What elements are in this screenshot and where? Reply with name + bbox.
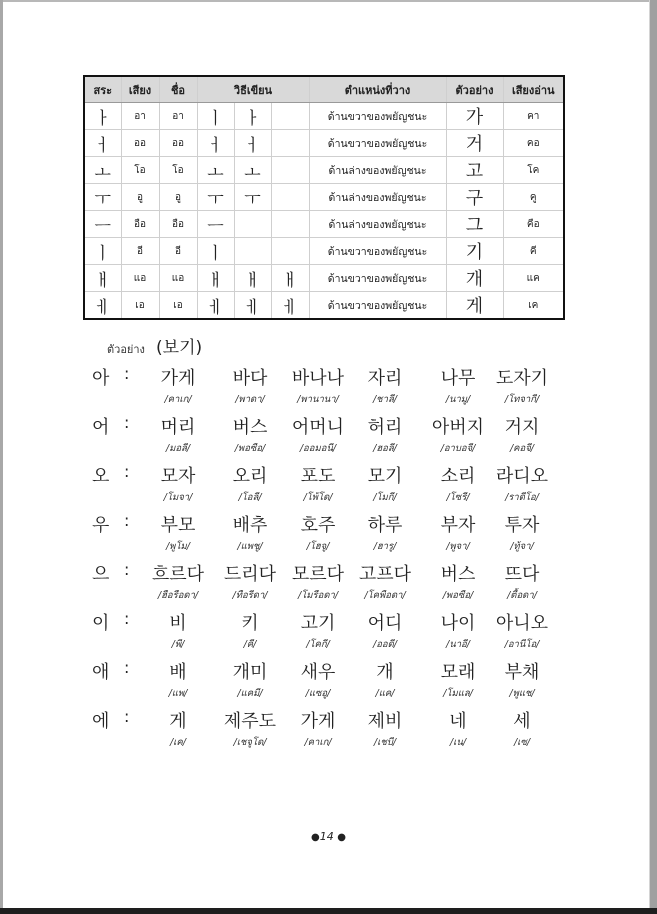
cell-name: ออ xyxy=(159,130,197,157)
example-word-korean: 뜨다 xyxy=(504,564,540,585)
table-row xyxy=(84,103,564,130)
cell-stroke-1: ㅜ xyxy=(197,184,234,211)
cell-reading: โค xyxy=(503,157,564,184)
table-row xyxy=(84,292,564,320)
example-word-reading: /อาบอจี/ xyxy=(440,443,476,454)
example-colon: : xyxy=(124,511,130,530)
example-word-korean: 투자 xyxy=(504,515,540,536)
header-position: ตำแหน่งที่วาง xyxy=(309,76,446,103)
example-word-korean: 바나나 xyxy=(291,368,345,389)
example-word-reading: /แคมี/ xyxy=(237,688,263,699)
cell-position: ด้านขวาของพยัญชนะ xyxy=(309,238,446,265)
example-word-reading: /ออดี/ xyxy=(373,639,397,650)
cell-sound: อือ xyxy=(121,211,159,238)
cell-name: เอ xyxy=(159,292,197,320)
example-word-reading: /ชาลี/ xyxy=(372,394,397,405)
cell-sound: อา xyxy=(121,103,159,130)
example-word-korean: 네 xyxy=(449,711,467,732)
example-colon: : xyxy=(124,658,130,677)
example-word-korean: 제주도 xyxy=(223,711,277,732)
example-row xyxy=(0,413,657,461)
example-word-reading: /ฮือรือดา/ xyxy=(157,590,199,601)
example-word-reading: /อานีโอ/ xyxy=(504,639,540,650)
example-word-reading: /เชจูโด/ xyxy=(233,737,267,748)
example-word-reading: /เซ/ xyxy=(513,737,531,748)
cell-position: ด้านขวาของพยัญชนะ xyxy=(309,130,446,157)
cell-reading: เค xyxy=(503,292,564,320)
example-word-korean: 나이 xyxy=(440,613,476,634)
cell-name: อือ xyxy=(159,211,197,238)
cell-stroke-1: ㅔ xyxy=(197,292,234,320)
header-vowel: สระ xyxy=(84,76,121,103)
cell-reading: คี xyxy=(503,238,564,265)
table-row xyxy=(84,238,564,265)
cell-stroke-1: ㅓ xyxy=(197,130,234,157)
example-word-reading: /พี/ xyxy=(171,639,185,650)
example-word-reading: /โมรือดา/ xyxy=(297,590,339,601)
example-word-korean: 고프다 xyxy=(358,564,412,585)
example-vowel: 애 xyxy=(92,662,110,683)
header-name: ชื่อ xyxy=(159,76,197,103)
example-word-korean: 버스 xyxy=(440,564,476,585)
cell-sound: แอ xyxy=(121,265,159,292)
cell-example: 고 xyxy=(446,157,503,184)
example-word-korean: 고기 xyxy=(300,613,336,634)
cell-example: 구 xyxy=(446,184,503,211)
example-word-reading: /คาเก/ xyxy=(164,394,192,405)
example-word-korean: 나무 xyxy=(440,368,476,389)
page-frame-top xyxy=(0,0,657,2)
example-word-korean: 바다 xyxy=(232,368,268,389)
example-row xyxy=(0,511,657,559)
example-word-reading: /ทือรีดา/ xyxy=(232,590,268,601)
example-word-reading: /แพ/ xyxy=(168,688,188,699)
page-number-dot-left: ● xyxy=(311,832,320,843)
cell-example: 그 xyxy=(446,211,503,238)
example-word-korean: 포도 xyxy=(300,466,336,487)
example-word-reading: /ราดีโอ/ xyxy=(505,492,539,503)
example-word-reading: /คาเก/ xyxy=(304,737,332,748)
examples-heading-korean: (보기) xyxy=(156,338,203,358)
example-word-korean: 비 xyxy=(169,613,187,634)
cell-stroke-2 xyxy=(234,211,271,238)
example-word-reading: /ทู้จา/ xyxy=(510,541,534,552)
cell-stroke-1: ㅡ xyxy=(197,211,234,238)
example-word-korean: 버스 xyxy=(232,417,268,438)
cell-stroke-2: ㅐ xyxy=(234,265,271,292)
cell-reading: คือ xyxy=(503,211,564,238)
example-row xyxy=(0,560,657,608)
example-word-reading: /แซอู/ xyxy=(305,688,331,699)
cell-position: ด้านล่างของพยัญชนะ xyxy=(309,157,446,184)
example-word-korean: 개 xyxy=(376,662,394,683)
cell-stroke-3 xyxy=(271,211,309,238)
example-word-reading: /โซรี/ xyxy=(446,492,470,503)
example-word-korean: 부자 xyxy=(440,515,476,536)
page-frame-bottom xyxy=(0,908,657,914)
example-word-reading: /เน/ xyxy=(449,737,467,748)
page-number xyxy=(0,830,657,843)
example-word-korean: 키 xyxy=(241,613,259,634)
example-word-reading: /ฮารู/ xyxy=(373,541,397,552)
example-word-reading: /พาดา/ xyxy=(235,394,265,405)
example-word-reading: /เค/ xyxy=(169,737,186,748)
example-word-reading: /พอซือ/ xyxy=(234,443,266,454)
example-word-korean: 아니오 xyxy=(495,613,549,634)
example-word-reading: /โฮจู/ xyxy=(306,541,330,552)
example-word-korean: 게 xyxy=(169,711,187,732)
cell-name: โอ xyxy=(159,157,197,184)
cell-stroke-1: ㅣ xyxy=(197,238,234,265)
cell-example: 게 xyxy=(446,292,503,320)
cell-vowel: ㅔ xyxy=(84,292,121,320)
cell-vowel: ㅐ xyxy=(84,265,121,292)
example-word-korean: 모르다 xyxy=(291,564,345,585)
example-word-reading: /โอลี/ xyxy=(238,492,262,503)
cell-reading: คอ xyxy=(503,130,564,157)
example-word-korean: 어디 xyxy=(367,613,403,634)
cell-stroke-1: ㅣ xyxy=(197,103,234,130)
example-word-reading: /เชบี/ xyxy=(373,737,397,748)
cell-position: ด้านขวาของพยัญชนะ xyxy=(309,292,446,320)
cell-sound: ออ xyxy=(121,130,159,157)
example-word-reading: /โมกี/ xyxy=(373,492,397,503)
example-word-korean: 배 xyxy=(169,662,187,683)
example-word-reading: /โคกี/ xyxy=(306,639,330,650)
example-word-korean: 모자 xyxy=(160,466,196,487)
cell-stroke-2: ㅜ xyxy=(234,184,271,211)
cell-position: ด้านล่างของพยัญชนะ xyxy=(309,184,446,211)
example-word-korean: 호주 xyxy=(300,515,336,536)
example-word-reading: /พานานา/ xyxy=(297,394,339,405)
cell-reading: คา xyxy=(503,103,564,130)
example-word-korean: 새우 xyxy=(300,662,336,683)
cell-position: ด้านขวาของพยัญชนะ xyxy=(309,265,446,292)
examples-heading-thai: ตัวอย่าง xyxy=(107,343,145,356)
cell-vowel: ㅡ xyxy=(84,211,121,238)
cell-sound: เอ xyxy=(121,292,159,320)
example-row xyxy=(0,364,657,412)
examples-heading xyxy=(107,333,202,358)
header-example: ตัวอย่าง xyxy=(446,76,503,103)
cell-name: แอ xyxy=(159,265,197,292)
example-word-korean: 오리 xyxy=(232,466,268,487)
cell-position: ด้านขวาของพยัญชนะ xyxy=(309,103,446,130)
example-word-reading: /พูโม/ xyxy=(165,541,191,552)
cell-stroke-3: ㅔ xyxy=(271,292,309,320)
example-word-reading: /ออมอนี/ xyxy=(299,443,337,454)
table-row xyxy=(84,265,564,292)
cell-stroke-3: ㅐ xyxy=(271,265,309,292)
page-number-value: 14 xyxy=(319,830,334,843)
table-row xyxy=(84,184,564,211)
header-writing-method: วิธีเขียน xyxy=(197,76,309,103)
example-colon: : xyxy=(124,462,130,481)
example-word-korean: 제비 xyxy=(367,711,403,732)
table-row xyxy=(84,130,564,157)
header-sound: เสียง xyxy=(121,76,159,103)
example-vowel: 어 xyxy=(92,417,110,438)
example-vowel: 아 xyxy=(92,368,110,389)
cell-stroke-3 xyxy=(271,184,309,211)
example-colon: : xyxy=(124,413,130,432)
example-word-reading: /โมจา/ xyxy=(163,492,193,503)
example-word-korean: 자리 xyxy=(367,368,403,389)
example-word-reading: /โมแล/ xyxy=(443,688,473,699)
example-word-korean: 가게 xyxy=(300,711,336,732)
cell-stroke-3 xyxy=(271,130,309,157)
vowel-table xyxy=(83,75,565,320)
cell-name: อู xyxy=(159,184,197,211)
example-word-reading: /แค/ xyxy=(375,688,395,699)
example-colon: : xyxy=(124,560,130,579)
example-word-reading: /คอจี/ xyxy=(509,443,535,454)
cell-example: 개 xyxy=(446,265,503,292)
cell-stroke-3 xyxy=(271,238,309,265)
cell-vowel: ㅏ xyxy=(84,103,121,130)
example-word-korean: 거지 xyxy=(504,417,540,438)
cell-position: ด้านล่างของพยัญชนะ xyxy=(309,211,446,238)
cell-stroke-3 xyxy=(271,157,309,184)
example-word-korean: 부모 xyxy=(160,515,196,536)
example-word-korean: 배추 xyxy=(232,515,268,536)
example-word-korean: 머리 xyxy=(160,417,196,438)
cell-stroke-2: ㅗ xyxy=(234,157,271,184)
example-word-korean: 아버지 xyxy=(431,417,485,438)
example-word-reading: /มอลี/ xyxy=(165,443,191,454)
example-word-korean: 소리 xyxy=(440,466,476,487)
cell-stroke-2: ㅓ xyxy=(234,130,271,157)
example-word-korean: 모기 xyxy=(367,466,403,487)
page-number-dot-right: ● xyxy=(337,832,346,843)
example-word-korean: 개미 xyxy=(232,662,268,683)
cell-example: 거 xyxy=(446,130,503,157)
example-word-reading: /ตื้อดา/ xyxy=(507,590,537,601)
example-word-reading: /โพ้โด/ xyxy=(303,492,333,503)
example-word-korean: 도자기 xyxy=(495,368,549,389)
example-word-reading: /โทจากี/ xyxy=(504,394,540,405)
example-word-korean: 어머니 xyxy=(291,417,345,438)
example-colon: : xyxy=(124,707,130,726)
cell-reading: แค xyxy=(503,265,564,292)
example-word-korean: 흐르다 xyxy=(151,564,205,585)
example-word-korean: 모래 xyxy=(440,662,476,683)
example-vowel: 우 xyxy=(92,515,110,536)
example-word-reading: /พอซือ/ xyxy=(442,590,474,601)
cell-vowel: ㅣ xyxy=(84,238,121,265)
example-word-korean: 라디오 xyxy=(495,466,549,487)
example-word-reading: /นาอี/ xyxy=(446,639,470,650)
example-word-korean: 부채 xyxy=(504,662,540,683)
example-vowel: 으 xyxy=(92,564,110,585)
example-row xyxy=(0,609,657,657)
example-word-reading: /ฮอลี/ xyxy=(373,443,397,454)
example-word-korean: 하루 xyxy=(367,515,403,536)
example-word-reading: /พูแช/ xyxy=(509,688,535,699)
example-row xyxy=(0,707,657,755)
example-colon: : xyxy=(124,609,130,628)
cell-stroke-2: ㅏ xyxy=(234,103,271,130)
table-row xyxy=(84,211,564,238)
example-row xyxy=(0,462,657,510)
cell-example: 가 xyxy=(446,103,503,130)
example-vowel: 에 xyxy=(92,711,110,732)
example-word-reading: /นามู/ xyxy=(445,394,471,405)
cell-sound: อู xyxy=(121,184,159,211)
cell-reading: คู xyxy=(503,184,564,211)
example-vowel: 이 xyxy=(92,613,110,634)
cell-vowel: ㅜ xyxy=(84,184,121,211)
cell-stroke-1: ㅗ xyxy=(197,157,234,184)
cell-name: อี xyxy=(159,238,197,265)
cell-name: อา xyxy=(159,103,197,130)
table-row xyxy=(84,157,564,184)
example-word-reading: /แพชู/ xyxy=(237,541,263,552)
cell-vowel: ㅓ xyxy=(84,130,121,157)
example-word-korean: 허리 xyxy=(367,417,403,438)
table-header-row xyxy=(84,76,564,103)
example-word-reading: /คี/ xyxy=(243,639,257,650)
cell-stroke-2: ㅔ xyxy=(234,292,271,320)
cell-vowel: ㅗ xyxy=(84,157,121,184)
cell-sound: โอ xyxy=(121,157,159,184)
example-row xyxy=(0,658,657,706)
header-reading: เสียงอ่าน xyxy=(503,76,564,103)
example-word-reading: /โคพือดา/ xyxy=(364,590,406,601)
example-word-korean: 세 xyxy=(513,711,531,732)
example-word-reading: /พูจา/ xyxy=(446,541,470,552)
cell-example: 기 xyxy=(446,238,503,265)
cell-sound: อี xyxy=(121,238,159,265)
example-colon: : xyxy=(124,364,130,383)
cell-stroke-2 xyxy=(234,238,271,265)
example-word-korean: 드리다 xyxy=(223,564,277,585)
cell-stroke-3 xyxy=(271,103,309,130)
example-vowel: 오 xyxy=(92,466,110,487)
cell-stroke-1: ㅐ xyxy=(197,265,234,292)
example-word-korean: 가게 xyxy=(160,368,196,389)
